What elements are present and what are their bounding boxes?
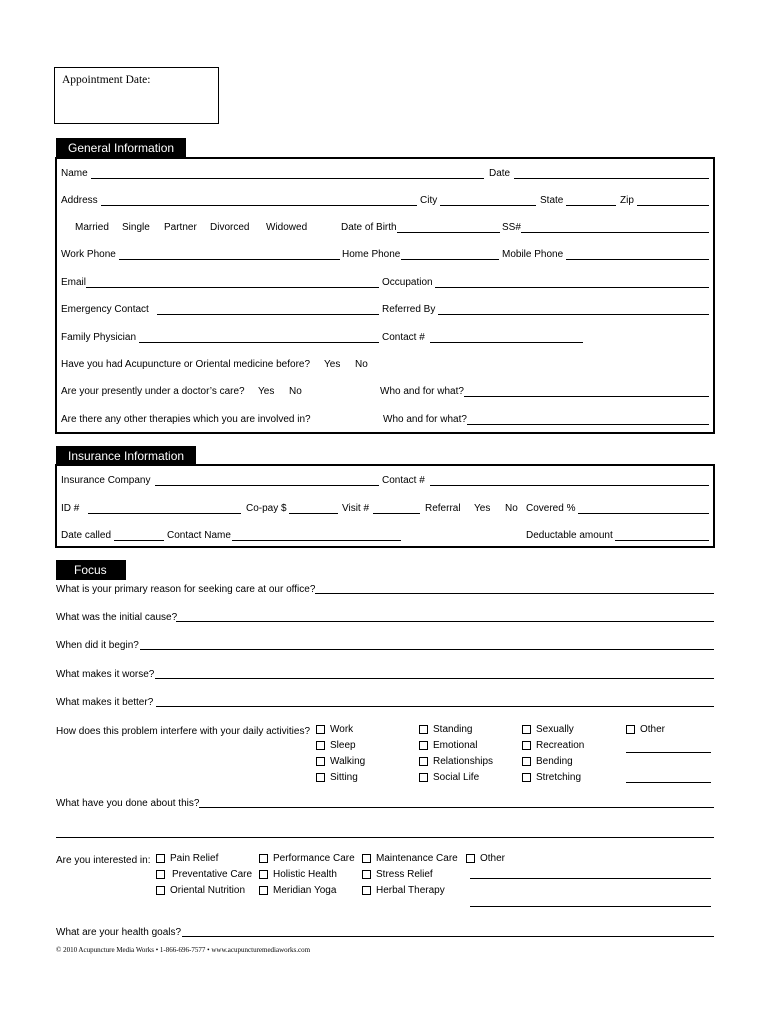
work-phone-label: Work Phone	[61, 249, 116, 260]
general-information-tab: General Information	[56, 138, 186, 158]
emergency-contact-label: Emergency Contact	[61, 304, 149, 315]
other-activity-field-1[interactable]	[626, 752, 711, 753]
ssn-label: SS#	[502, 222, 521, 233]
home-phone-field[interactable]	[401, 259, 499, 260]
sexually-label: Sexually	[536, 724, 574, 735]
mobile-phone-field[interactable]	[566, 259, 709, 260]
dob-field[interactable]	[397, 232, 500, 233]
other-activity-field-2[interactable]	[626, 782, 711, 783]
insurance-information-tab: Insurance Information	[56, 446, 196, 466]
therapies-who-what-field[interactable]	[467, 424, 709, 425]
contact-name-label: Contact Name	[167, 530, 231, 541]
state-label: State	[540, 195, 564, 206]
therapies-who-what-label: Who and for what?	[383, 414, 467, 425]
herbal-therapy-checkbox[interactable]	[362, 886, 371, 895]
copay-label: Co-pay $	[246, 503, 287, 514]
physician-contact-field[interactable]	[430, 342, 583, 343]
email-field[interactable]	[86, 287, 379, 288]
initial-cause-question: What was the initial cause?	[56, 612, 178, 623]
acupuncture-no[interactable]: No	[355, 359, 368, 370]
family-physician-field[interactable]	[139, 342, 379, 343]
occupation-field[interactable]	[435, 287, 709, 288]
insurance-company-label: Insurance Company	[61, 475, 151, 486]
social-life-label: Social Life	[433, 772, 480, 783]
marital-partner[interactable]: Partner	[164, 222, 197, 233]
other-activity-label: Other	[640, 724, 666, 735]
city-label: City	[420, 195, 438, 206]
referred-by-field[interactable]	[438, 314, 709, 315]
sitting-label: Sitting	[330, 772, 358, 783]
name-field[interactable]	[91, 178, 484, 179]
date-called-label: Date called	[61, 530, 112, 541]
makes-worse-field[interactable]	[155, 678, 714, 679]
home-phone-label: Home Phone	[342, 249, 401, 260]
insurance-company-field[interactable]	[155, 485, 379, 486]
doctor-care-yes[interactable]: Yes	[258, 386, 275, 397]
health-goals-field[interactable]	[182, 936, 714, 937]
when-begin-question: When did it begin?	[56, 640, 139, 651]
interfere-question: How does this problem interfere with your daily activities?	[56, 726, 310, 737]
state-field[interactable]	[566, 205, 616, 206]
copay-field[interactable]	[289, 513, 338, 514]
id-field[interactable]	[88, 513, 241, 514]
standing-checkbox[interactable]	[419, 725, 428, 734]
deductable-label: Deductable amount	[526, 530, 613, 541]
primary-reason-field[interactable]	[315, 593, 714, 594]
pain-relief-label: Pain Relief	[170, 853, 219, 864]
when-begin-field[interactable]	[140, 649, 714, 650]
meridian-yoga-label: Meridian Yoga	[273, 885, 337, 896]
acupuncture-yes[interactable]: Yes	[324, 359, 341, 370]
sexually-checkbox[interactable]	[522, 725, 531, 734]
visit-field[interactable]	[373, 513, 420, 514]
zip-field[interactable]	[637, 205, 709, 206]
insurance-contact-label: Contact #	[382, 475, 425, 486]
mobile-phone-label: Mobile Phone	[502, 249, 564, 260]
other-activity-checkbox[interactable]	[626, 725, 635, 734]
doctor-care-no[interactable]: No	[289, 386, 302, 397]
maintenance-care-checkbox[interactable]	[362, 854, 371, 863]
interested-question: Are you interested in:	[56, 855, 151, 866]
other-interest-label: Other	[480, 853, 506, 864]
family-physician-label: Family Physician	[61, 332, 137, 343]
done-about-question: What have you done about this?	[56, 798, 200, 809]
initial-cause-field[interactable]	[176, 621, 714, 622]
dob-label: Date of Birth	[341, 222, 397, 233]
work-phone-field[interactable]	[119, 259, 340, 260]
contact-name-field[interactable]	[232, 540, 401, 541]
deductable-field[interactable]	[615, 540, 709, 541]
work-label: Work	[330, 724, 354, 735]
standing-label: Standing	[433, 724, 473, 735]
date-called-field[interactable]	[114, 540, 164, 541]
referral-no[interactable]: No	[505, 503, 518, 514]
work-checkbox[interactable]	[316, 725, 325, 734]
stress-relief-checkbox[interactable]	[362, 870, 371, 879]
sitting-checkbox[interactable]	[316, 773, 325, 782]
visit-label: Visit #	[342, 503, 370, 514]
insurance-contact-field[interactable]	[430, 485, 709, 486]
name-label: Name	[61, 168, 88, 179]
performance-care-label: Performance Care	[273, 853, 355, 864]
pain-relief-checkbox[interactable]	[156, 854, 165, 863]
referral-yes[interactable]: Yes	[474, 503, 491, 514]
covered-label: Covered %	[526, 503, 576, 514]
sleep-label: Sleep	[330, 740, 356, 751]
primary-reason-question: What is your primary reason for seeking care at our office?	[56, 584, 316, 595]
makes-better-field[interactable]	[156, 706, 714, 707]
doctor-who-what-field[interactable]	[464, 396, 709, 397]
health-goals-question: What are your health goals?	[56, 927, 182, 938]
stretching-checkbox[interactable]	[522, 773, 531, 782]
physician-contact-label: Contact #	[382, 332, 425, 343]
preventative-care-label: Preventative Care	[172, 869, 253, 880]
walking-checkbox[interactable]	[316, 757, 325, 766]
performance-care-checkbox[interactable]	[259, 854, 268, 863]
referred-by-label: Referred By	[382, 304, 436, 315]
zip-label: Zip	[620, 195, 634, 206]
marital-divorced[interactable]: Divorced	[210, 222, 250, 233]
social-life-checkbox[interactable]	[419, 773, 428, 782]
doctor-care-question: Are your presently under a doctor’s care?	[61, 386, 245, 397]
done-about-field[interactable]	[199, 807, 714, 808]
other-interest-checkbox[interactable]	[466, 854, 475, 863]
focus-tab: Focus	[56, 560, 126, 580]
emotional-checkbox[interactable]	[419, 741, 428, 750]
recreation-checkbox[interactable]	[522, 741, 531, 750]
oriental-nutrition-checkbox[interactable]	[156, 886, 165, 895]
preventative-care-checkbox[interactable]	[156, 870, 165, 879]
appointment-date-box[interactable]	[54, 67, 219, 124]
marital-married[interactable]: Married	[75, 222, 109, 233]
other-therapies-question: Are there any other therapies which you are involved in?	[61, 414, 311, 425]
emergency-contact-field[interactable]	[157, 314, 379, 315]
done-about-field-2[interactable]	[56, 837, 714, 838]
ssn-field[interactable]	[521, 232, 709, 233]
holistic-health-label: Holistic Health	[273, 869, 337, 880]
appointment-date-label: Appointment Date:	[62, 74, 151, 86]
date-field[interactable]	[514, 178, 709, 179]
oriental-nutrition-label: Oriental Nutrition	[170, 885, 246, 896]
city-field[interactable]	[440, 205, 536, 206]
stretching-label: Stretching	[536, 772, 582, 783]
bending-label: Bending	[536, 756, 573, 767]
copyright-footer: © 2010 Acupuncture Media Works • 1-866-696-7577 • www.acupuncturemediaworks.com	[56, 946, 311, 954]
occupation-label: Occupation	[382, 277, 433, 288]
makes-better-question: What makes it better?	[56, 697, 154, 708]
other-interest-field-2[interactable]	[470, 906, 711, 907]
id-label: ID #	[61, 503, 80, 514]
address-field[interactable]	[101, 205, 417, 206]
marital-widowed[interactable]: Widowed	[266, 222, 308, 233]
date-label: Date	[489, 168, 511, 179]
relationships-checkbox[interactable]	[419, 757, 428, 766]
maintenance-care-label: Maintenance Care	[376, 853, 458, 864]
acupuncture-question: Have you had Acupuncture or Oriental medicine before?	[61, 359, 311, 370]
recreation-label: Recreation	[536, 740, 585, 751]
bending-checkbox[interactable]	[522, 757, 531, 766]
meridian-yoga-checkbox[interactable]	[259, 886, 268, 895]
herbal-therapy-label: Herbal Therapy	[376, 885, 445, 896]
sleep-checkbox[interactable]	[316, 741, 325, 750]
walking-label: Walking	[330, 756, 366, 767]
relationships-label: Relationships	[433, 756, 494, 767]
holistic-health-checkbox[interactable]	[259, 870, 268, 879]
makes-worse-question: What makes it worse?	[56, 669, 155, 680]
emotional-label: Emotional	[433, 740, 478, 751]
covered-field[interactable]	[578, 513, 709, 514]
marital-single[interactable]: Single	[122, 222, 150, 233]
stress-relief-label: Stress Relief	[376, 869, 433, 880]
email-label: Email	[61, 277, 87, 288]
other-interest-field-1[interactable]	[470, 878, 711, 879]
doctor-who-what-label: Who and for what?	[380, 386, 464, 397]
address-label: Address	[61, 195, 98, 206]
referral-label: Referral	[425, 503, 461, 514]
